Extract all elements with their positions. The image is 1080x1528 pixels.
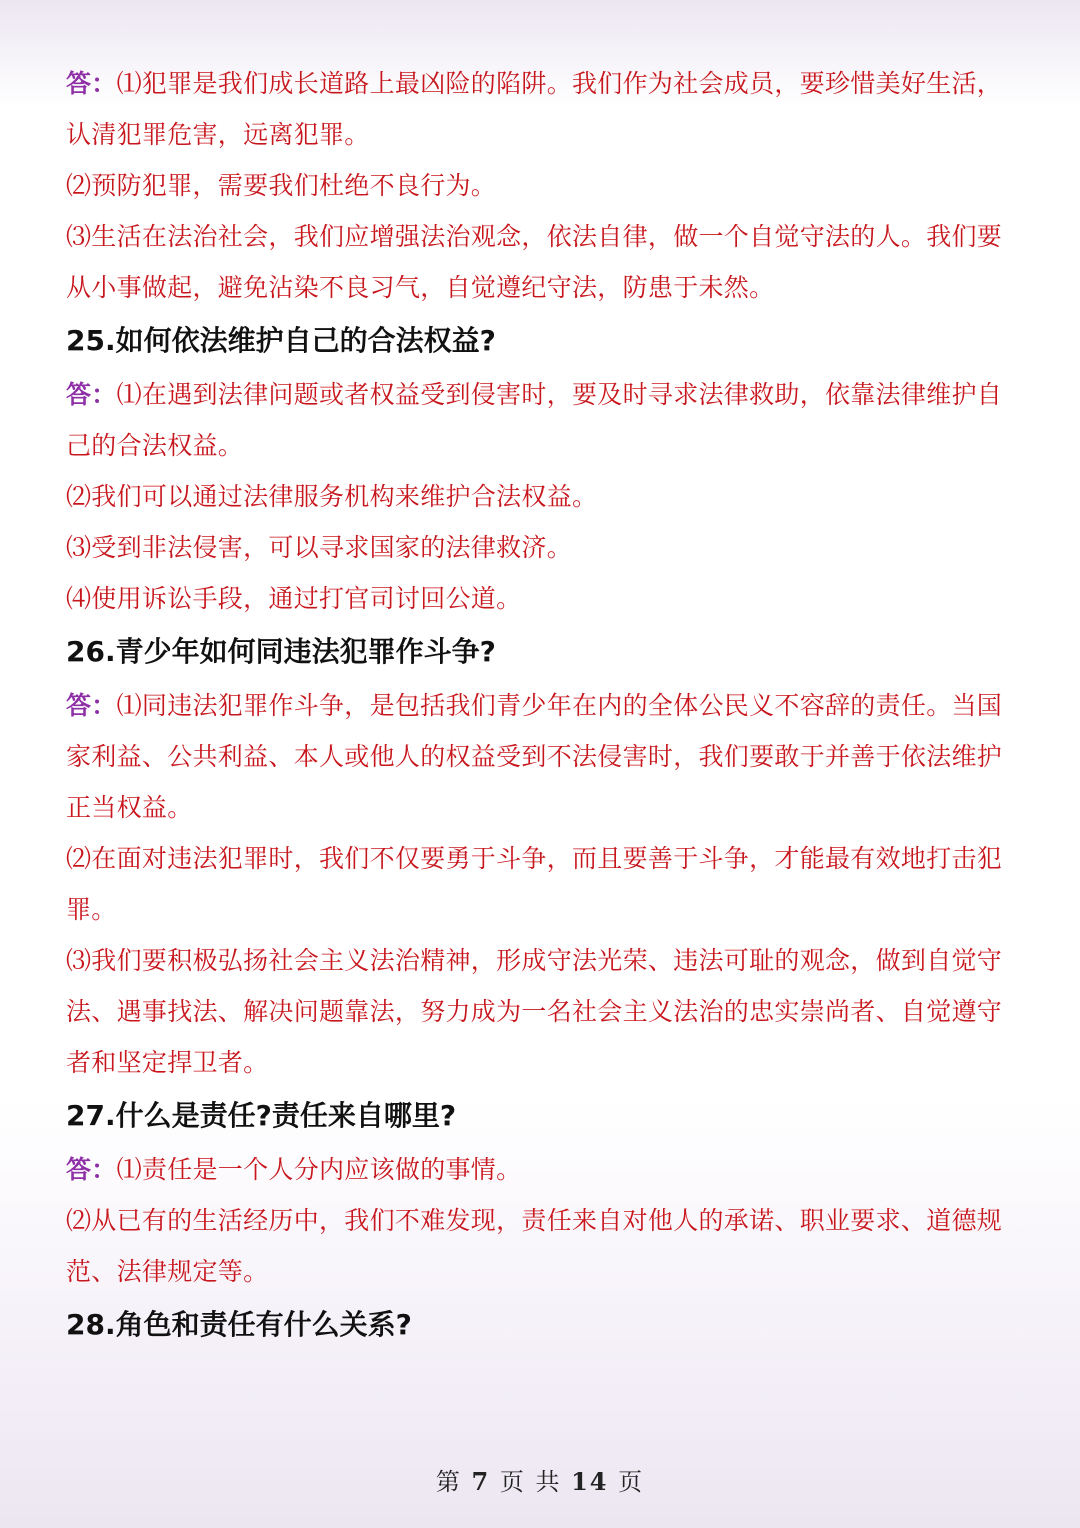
current-page-number: 7 (471, 1467, 491, 1496)
paragraph-text: ⑶生活在法治社会，我们应增强法治观念，依法自律，做一个自觉守法的人。我们要从小事做起，避免沾染不良习气，自觉遵纪守法，防患于未然。 (66, 222, 1003, 302)
paragraph-text: ⑴责任是一个人分内应该做的事情。 (116, 1155, 522, 1184)
answer-label: 答： (66, 380, 117, 409)
answer-paragraph (66, 1144, 1016, 1195)
footer-middle: 页 共 (499, 1468, 562, 1496)
answer-paragraph (66, 471, 1016, 522)
paragraph-text: ⑵我们可以通过法律服务机构来维护合法权益。 (66, 482, 598, 511)
answer-label: 答： (66, 691, 117, 720)
answer-paragraph (66, 160, 1016, 211)
footer-prefix: 第 (435, 1468, 462, 1496)
answer-paragraph (66, 1195, 1016, 1297)
paragraph-text: ⑵从已有的生活经历中，我们不难发现，责任来自对他人的承诺、职业要求、道德规范、法律规定等。 (66, 1206, 1003, 1286)
answer-paragraph (66, 833, 1016, 935)
paragraph-text: ⑴在遇到法律问题或者权益受到侵害时，要及时寻求法律救助，依靠法律维护自己的合法权益。 (66, 380, 1003, 460)
paragraph-text: ⑵预防犯罪，需要我们杜绝不良行为。 (66, 171, 497, 200)
question-heading: 25.如何依法维护自己的合法权益? (66, 324, 496, 357)
answer-paragraph (66, 573, 1016, 624)
answer-paragraph (66, 211, 1016, 313)
question-heading: 27.什么是责任?责任来自哪里? (66, 1099, 457, 1132)
paragraph-text: ⑷使用诉讼手段，通过打官司讨回公道。 (66, 584, 522, 613)
paragraph-text: ⑴同违法犯罪作斗争，是包括我们青少年在内的全体公民义不容辞的责任。当国家利益、公共利益、本人或他人的权益受到不法侵害时，我们要敢于并善于依法维护正当权益。 (66, 691, 1003, 822)
paragraph-text: ⑶我们要积极弘扬社会主义法治精神，形成守法光荣、违法可耻的观念，做到自觉守法、遇事找法、解决问题靠法，努力成为一名社会主义法治的忠实崇尚者、自觉遵守者和坚定捍卫者。 (66, 946, 1003, 1077)
total-page-number: 14 (571, 1467, 609, 1496)
paragraph-text: ⑴犯罪是我们成长道路上最凶险的陷阱。我们作为社会成员，要珍惜美好生活，认清犯罪危害，远离犯罪。 (66, 69, 1003, 149)
answer-paragraph (66, 369, 1016, 471)
paragraph-text: ⑶受到非法侵害，可以寻求国家的法律救济。 (66, 533, 573, 562)
answer-paragraph (66, 58, 1016, 160)
answer-label: 答： (66, 1155, 117, 1184)
question-heading: 26.青少年如何同违法犯罪作斗争? (66, 635, 496, 668)
footer-suffix: 页 (618, 1468, 645, 1496)
page-number-footer (0, 1462, 1080, 1497)
paragraph-text: ⑵在面对违法犯罪时，我们不仅要勇于斗争，而且要善于斗争，才能最有效地打击犯罪。 (66, 844, 1003, 924)
document-body (66, 58, 1016, 1353)
answer-paragraph (66, 680, 1016, 833)
question-heading: 28.角色和责任有什么关系? (66, 1308, 412, 1341)
answer-label: 答： (66, 69, 117, 98)
answer-paragraph (66, 522, 1016, 573)
answer-paragraph (66, 935, 1016, 1088)
